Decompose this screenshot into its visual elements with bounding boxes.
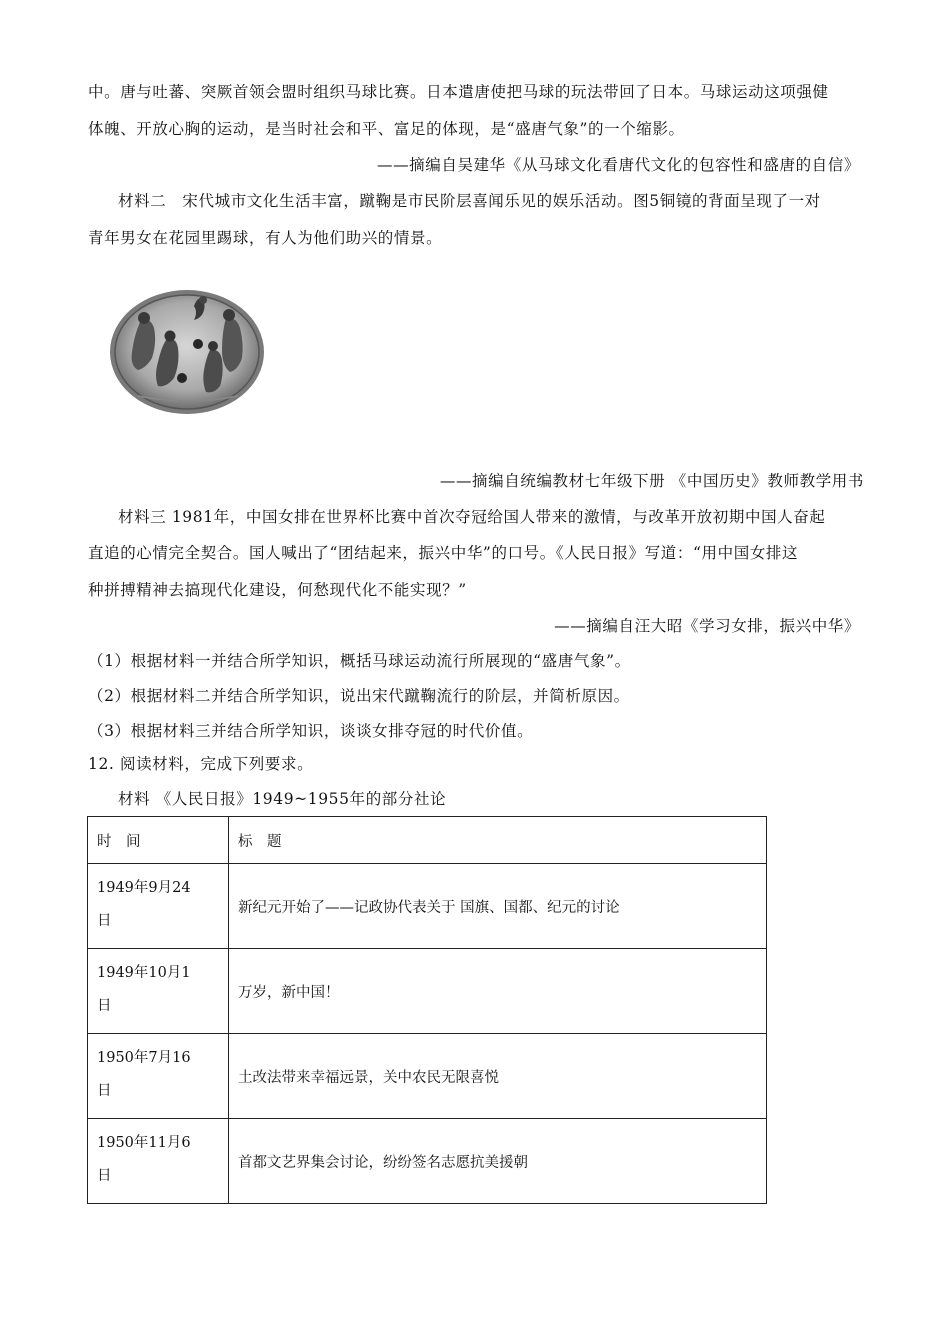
date-cell	[88, 864, 229, 949]
title-cell: 新纪元开始了——记政协代表关于 国旗、国都、纪元的讨论	[229, 864, 767, 949]
material2-line-1: 材料二 宋代城市文化生活丰富，蹴鞠是市民阶层喜闻乐见的娱乐活动。图5铜镜的背面呈现了一对	[118, 192, 821, 210]
table-row	[88, 1119, 767, 1204]
title-cell: 土改法带来幸福远景，关中农民无限喜悦	[229, 1034, 767, 1119]
title-cell: 首都文艺界集会讨论，纷纷签名志愿抗美援朝	[229, 1119, 767, 1204]
date-line-1: 1950年11月6	[97, 1135, 191, 1151]
material3-line-3: 种拼搏精神去搞现代化建设，何愁现代化不能实现？”	[88, 581, 467, 599]
material3-source: ——摘编自汪大昭《学习女排，振兴中华》	[554, 617, 860, 635]
date-cell	[88, 1034, 229, 1119]
material1-line-2: 体魄、开放心胸的运动，是当时社会和平、富足的体现，是“盛唐气象”的一个缩影。	[88, 120, 685, 138]
date-line-1: 1949年10月1	[97, 965, 191, 981]
table-row	[88, 949, 767, 1034]
material2-line-2: 青年男女在花园里踢球，有人为他们助兴的情景。	[88, 229, 443, 247]
table-row	[88, 1034, 767, 1119]
date-line-2: 日	[97, 998, 112, 1014]
question-2: （2）根据材料二并结合所学知识，说出宋代蹴鞠流行的阶层，并简析原因。	[88, 687, 630, 705]
table-row	[88, 864, 767, 949]
material2-source: ——摘编自统编教材七年级下册 《中国历史》教师教学用书	[439, 472, 864, 490]
material3-line-1: 材料三 1981年，中国女排在世界杯比赛中首次夺冠给国人带来的激情，与改革开放初期中国人奋起	[118, 508, 826, 526]
date-line-2: 日	[97, 1083, 112, 1099]
material1-source: ——摘编自吴建华《从马球文化看唐代文化的包容性和盛唐的自信》	[376, 156, 860, 174]
material1-line-1: 中。唐与吐蕃、突厥首领会盟时组织马球比赛。日本遣唐使把马球的玩法带回了日本。马球运动这项强健	[88, 83, 829, 101]
column-header-time: 时 间	[88, 817, 229, 864]
date-line-2: 日	[97, 913, 112, 929]
material3-line-2: 直追的心情完全契合。国人喊出了“团结起来，振兴中华”的口号。《人民日报》写道：“用中国女排这	[88, 544, 799, 562]
material-caption: 材料 《人民日报》1949~1955年的部分社论	[118, 790, 447, 808]
question-3: （3）根据材料三并结合所学知识，谈谈女排夺冠的时代价值。	[88, 722, 534, 740]
date-line-1: 1949年9月24	[97, 880, 191, 896]
editorial-table	[87, 816, 767, 1204]
title-cell: 万岁，新中国！	[229, 949, 767, 1034]
date-cell	[88, 1119, 229, 1204]
question-1: （1）根据材料一并结合所学知识，概括马球运动流行所展现的“盛唐气象”。	[88, 652, 631, 670]
table-header-row	[88, 817, 767, 864]
date-line-2: 日	[97, 1168, 112, 1184]
bronze-mirror-image	[108, 288, 266, 416]
column-header-title: 标 题	[229, 817, 767, 864]
date-line-1: 1950年7月16	[97, 1050, 191, 1066]
question-12-heading: 12. 阅读材料，完成下列要求。	[88, 755, 314, 773]
date-cell	[88, 949, 229, 1034]
